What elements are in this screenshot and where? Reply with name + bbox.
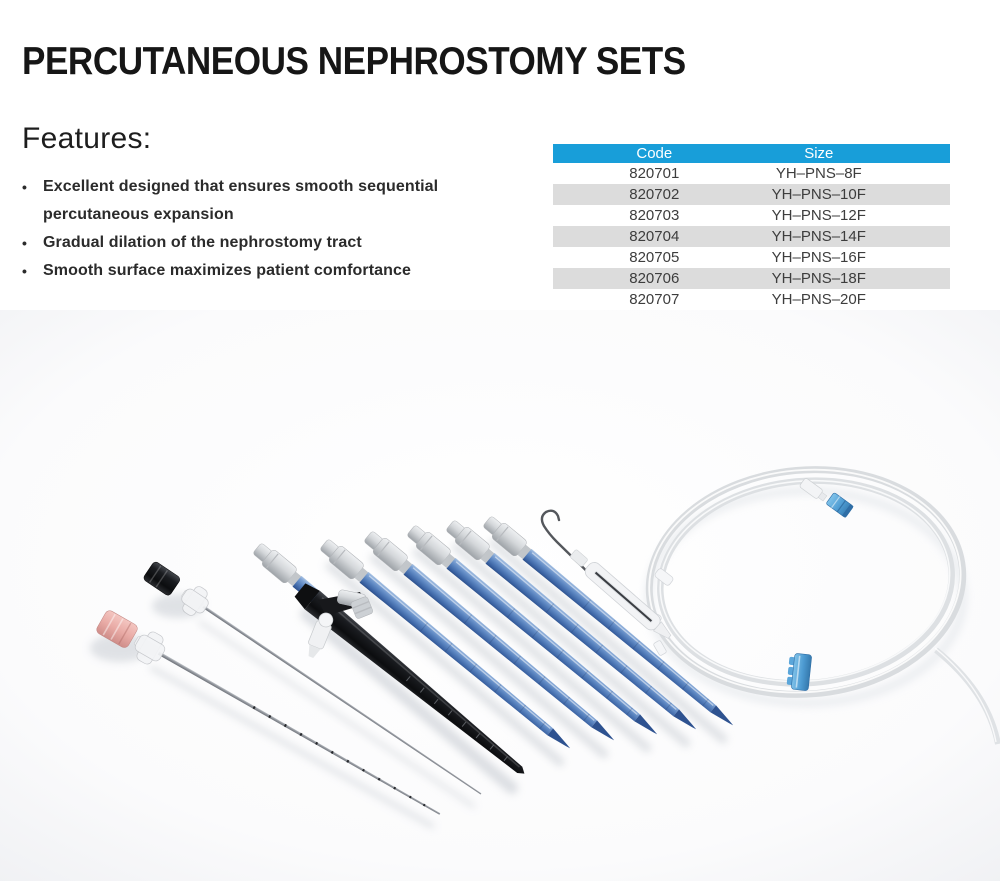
feature-item: [22, 229, 500, 257]
cell-code: 820706: [629, 270, 680, 287]
bullet-dot: •: [22, 263, 28, 279]
cell-size: YH–PNS–10F: [771, 186, 866, 203]
cell-code: 820703: [629, 207, 680, 224]
cell-size: YH–PNS–16F: [771, 249, 866, 266]
feature-text: Excellent designed that ensures smooth sequential percutaneous expansion: [43, 178, 439, 223]
table-header-code: Code: [636, 145, 673, 162]
cell-size: YH–PNS–12F: [771, 207, 866, 224]
feature-item: [22, 257, 500, 285]
bullet-dot: •: [22, 179, 28, 195]
table-row: [553, 205, 950, 226]
table-row: [553, 163, 950, 184]
feature-text: Smooth surface maximizes patient comfortance: [43, 262, 412, 279]
table-header-size: Size: [804, 145, 834, 162]
cell-code: 820704: [629, 228, 680, 245]
table-body: [553, 163, 950, 331]
cell-size: YH–PNS–20F: [771, 291, 866, 308]
page-title: PERCUTANEOUS NEPHROSTOMY SETS: [22, 40, 686, 84]
features-heading: Features:: [22, 122, 152, 155]
bullet-dot: •: [22, 235, 28, 251]
table-row: [553, 268, 950, 289]
table-row: [553, 184, 950, 205]
cell-size: YH–PNS–8F: [775, 165, 862, 182]
feature-item: [22, 173, 500, 229]
cell-code: 820702: [629, 186, 680, 203]
table-row: [553, 226, 950, 247]
cell-code: 820701: [629, 165, 680, 182]
table-header-row: [553, 144, 950, 163]
product-photo: [0, 310, 1000, 881]
cell-code: 820707: [629, 291, 680, 308]
photo-background: [0, 310, 1000, 881]
cell-size: YH–PNS–18F: [771, 270, 866, 287]
table-row: [553, 247, 950, 268]
cell-code: 820705: [629, 249, 680, 266]
features-section: [22, 122, 500, 285]
feature-text: Gradual dilation of the nephrostomy tract: [43, 234, 362, 251]
cell-size: YH–PNS–14F: [771, 228, 866, 245]
table-row: [553, 289, 950, 310]
features-list: [22, 173, 500, 285]
code-size-table: [553, 144, 950, 331]
